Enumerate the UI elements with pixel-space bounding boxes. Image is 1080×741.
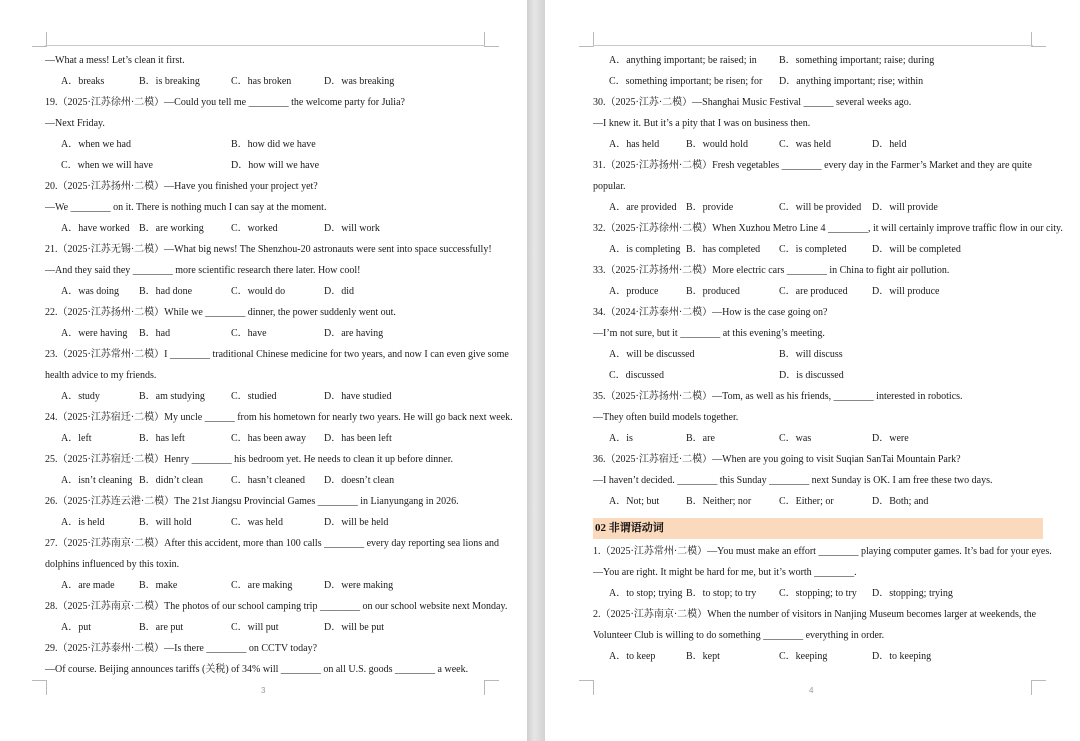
- question-text-line: —Of course. Beijing announces tariffs (关税) of 34% will ________ on all U.S. goods ________ a week.: [45, 664, 469, 675]
- question-text-line: 33.（2025·江苏扬州·二模）More electric cars ________ in China to fight air pollution.: [593, 265, 950, 276]
- question-text-line: 36.（2025·江苏宿迁·二模）—When are you going to visit Suqian SanTai Mountain Park?: [593, 454, 961, 465]
- crop-mark: [1031, 32, 1046, 47]
- answer-options-row: [593, 197, 1043, 218]
- answer-option: D．are having: [324, 328, 384, 339]
- question-text-line: 20.（2025·江苏扬州·二模）—Have you finished your project yet?: [45, 181, 318, 192]
- answer-options-row: [593, 71, 1043, 92]
- answer-option: A．Not; but: [609, 496, 660, 507]
- answer-options-row: [45, 617, 515, 638]
- answer-option: A．are provided: [609, 202, 677, 213]
- document-page-right: [545, 0, 1080, 741]
- answer-option: C．something important; be risen; for: [609, 76, 763, 87]
- answer-option: C．are making: [231, 580, 293, 591]
- question-text-line: Volunteer Club is willing to do something ________ everything in order.: [593, 630, 885, 641]
- crop-mark: [484, 32, 499, 47]
- answer-options-row: [593, 646, 1043, 667]
- answer-options-row: [45, 71, 515, 92]
- question-text-line: 32.（2025·江苏徐州·二模）When Xuzhou Metro Line 4 ________, it will certainly improve traffic flow in our city.: [593, 223, 1063, 234]
- answer-option: B．something important; raise; during: [779, 55, 935, 66]
- answer-options-row: [45, 428, 515, 449]
- answer-options-row: [45, 281, 515, 302]
- answer-options-row: [45, 470, 515, 491]
- question-text-line: 35.（2025·江苏扬州·二模）—Tom, as well as his friends, ________ interested in robotics.: [593, 391, 963, 402]
- page-content: [593, 50, 1063, 667]
- page-number: 3: [261, 686, 266, 695]
- answer-option: C．was held: [231, 517, 283, 528]
- question-text-line: 28.（2025·江苏南京·二模）The photos of our school camping trip ________ on our school website next Monday.: [45, 601, 508, 612]
- question-text-line: 2.（2025·江苏南京·二模）When the number of visitors in Nanjing Museum becomes larger at weekends, the: [593, 609, 1037, 620]
- header-rule: [593, 45, 1033, 46]
- answer-option: A．produce: [609, 286, 659, 297]
- answer-option: D．did: [324, 286, 354, 297]
- answer-option: B．make: [139, 580, 178, 591]
- question-text-line: 30.（2025·江苏·二模）—Shanghai Music Festival ______ several weeks ago.: [593, 97, 912, 108]
- answer-option: C．when we will have: [61, 160, 153, 171]
- answer-option: C．Either; or: [779, 496, 834, 507]
- question-text-line: health advice to my friends.: [45, 370, 157, 381]
- answer-option: A．to keep: [609, 651, 656, 662]
- answer-option: D．have studied: [324, 391, 392, 402]
- answer-option: D．will be completed: [872, 244, 961, 255]
- question-text-line: —And they said they ________ more scientific research there later. How cool!: [45, 265, 361, 276]
- answer-option: D．Both; and: [872, 496, 929, 507]
- answer-option: D．were: [872, 433, 909, 444]
- answer-option: B．had: [139, 328, 171, 339]
- crop-mark: [484, 680, 499, 695]
- answer-options-row: [593, 491, 1043, 512]
- answer-option: D．will provide: [872, 202, 938, 213]
- question-text-line: 24.（2025·江苏宿迁·二模）My uncle ______ from his hometown for nearly two years. He will go back next week.: [45, 412, 513, 423]
- answer-option: A．isn’t cleaning: [61, 475, 133, 486]
- answer-option: C．has broken: [231, 76, 292, 87]
- answer-option: C．have: [231, 328, 267, 339]
- answer-option: C．studied: [231, 391, 277, 402]
- answer-option: B．has left: [139, 433, 185, 444]
- question-text-line: —You are right. It might be hard for me, but it’s worth ________.: [593, 567, 857, 578]
- answer-options-row: [45, 512, 515, 533]
- answer-option: D．is discussed: [779, 370, 844, 381]
- answer-option: B．am studying: [139, 391, 205, 402]
- answer-option: B．are working: [139, 223, 204, 234]
- answer-option: A．has held: [609, 139, 660, 150]
- question-text-line: —They often build models together.: [593, 412, 739, 423]
- answer-option: C．was: [779, 433, 812, 444]
- answer-options-row: [593, 50, 1043, 71]
- answer-option: D．was breaking: [324, 76, 395, 87]
- answer-option: A．to stop; trying: [609, 588, 683, 599]
- answer-option: C．are produced: [779, 286, 848, 297]
- answer-option: A．left: [61, 433, 92, 444]
- answer-option: B．to stop; to try: [686, 588, 757, 599]
- answer-option: B．will hold: [139, 517, 192, 528]
- answer-option: D．will be put: [324, 622, 384, 633]
- crop-mark: [1031, 680, 1046, 695]
- page-content: [45, 50, 515, 680]
- answer-option: A．have worked: [61, 223, 130, 234]
- answer-option: B．Neither; nor: [686, 496, 752, 507]
- question-text-line: —What a mess! Let’s clean it first.: [45, 55, 185, 66]
- question-text-line: 21.（2025·江苏无锡·二模）—What big news! The Shenzhou-20 astronauts were sent into space successfully!: [45, 244, 492, 255]
- question-text-line: 29.（2025·江苏泰州·二模）—Is there ________ on CCTV today?: [45, 643, 318, 654]
- answer-option: B．are: [686, 433, 715, 444]
- question-text-line: 19.（2025·江苏徐州·二模）—Could you tell me ________ the welcome party for Julia?: [45, 97, 405, 108]
- question-text-line: 23.（2025·江苏常州·二模）I ________ traditional Chinese medicine for two years, and now I can even give some: [45, 349, 509, 360]
- answer-option: D．has been left: [324, 433, 392, 444]
- answer-option: D．to keeping: [872, 651, 932, 662]
- answer-option: A．when we had: [61, 139, 131, 150]
- answer-option: C．hasn’t cleaned: [231, 475, 305, 486]
- crop-mark: [579, 680, 594, 695]
- answer-options-row: [593, 583, 1043, 604]
- question-text-line: —Next Friday.: [45, 118, 105, 129]
- answer-option: B．will discuss: [779, 349, 843, 360]
- answer-option: A．is held: [61, 517, 105, 528]
- answer-option: C．keeping: [779, 651, 828, 662]
- answer-option: B．would hold: [686, 139, 748, 150]
- answer-option: A．study: [61, 391, 100, 402]
- answer-option: B．are put: [139, 622, 184, 633]
- answer-option: C．has been away: [231, 433, 306, 444]
- answer-option: B．had done: [139, 286, 193, 297]
- answer-option: A．is completing: [609, 244, 681, 255]
- answer-options-row: [593, 239, 1043, 260]
- answer-option: A．anything important; be raised; in: [609, 55, 757, 66]
- answer-option: D．will be held: [324, 517, 389, 528]
- answer-option: A．is: [609, 433, 633, 444]
- header-rule: [45, 45, 485, 46]
- answer-option: D．held: [872, 139, 907, 150]
- answer-options-row: [593, 344, 1043, 365]
- question-text-line: —We ________ on it. There is nothing much I can say at the moment.: [45, 202, 327, 213]
- question-text-line: —I haven’t decided. ________ this Sunday ________ next Sunday is OK. I am free these two days.: [593, 475, 993, 486]
- answer-option: D．will produce: [872, 286, 940, 297]
- question-text-line: 27.（2025·江苏南京·二模）After this accident, more than 100 calls ________ every day reporting sea lions and: [45, 538, 500, 549]
- answer-option: A．will be discussed: [609, 349, 695, 360]
- question-text-line: popular.: [593, 181, 626, 192]
- answer-option: C．was held: [779, 139, 831, 150]
- answer-option: D．will work: [324, 223, 380, 234]
- answer-option: C．will put: [231, 622, 279, 633]
- answer-option: A．are made: [61, 580, 115, 591]
- question-text-line: 25.（2025·江苏宿迁·二模）Henry ________ his bedroom yet. He needs to clean it up before dinner.: [45, 454, 453, 465]
- answer-option: C．will be provided: [779, 202, 862, 213]
- answer-option: A．were having: [61, 328, 128, 339]
- answer-options-row: [593, 365, 1043, 386]
- answer-option: C．is completed: [779, 244, 847, 255]
- answer-options-row: [45, 218, 515, 239]
- answer-option: C．would do: [231, 286, 286, 297]
- answer-option: B．provide: [686, 202, 734, 213]
- page-gutter: [527, 0, 545, 741]
- question-text-line: —I knew it. But it’s a pity that I was on business then.: [593, 118, 811, 129]
- question-text-line: dolphins influenced by this toxin.: [45, 559, 180, 570]
- answer-option: B．is breaking: [139, 76, 200, 87]
- answer-option: A．put: [61, 622, 91, 633]
- answer-options-row: [593, 428, 1043, 449]
- answer-option: B．has completed: [686, 244, 761, 255]
- page-number: 4: [809, 686, 814, 695]
- section-heading: 02 非谓语动词: [593, 518, 1043, 539]
- question-text-line: 31.（2025·江苏扬州·二模）Fresh vegetables ________ every day in the Farmer’s Market and they are quite: [593, 160, 1032, 171]
- answer-option: D．anything important; rise; within: [779, 76, 924, 87]
- answer-options-row: [593, 134, 1043, 155]
- answer-option: C．stopping; to try: [779, 588, 857, 599]
- question-text-line: —I’m not sure, but it ________ at this evening’s meeting.: [593, 328, 825, 339]
- document-page-left: [0, 0, 527, 741]
- answer-options-row: [45, 323, 515, 344]
- answer-options-row: [45, 155, 515, 176]
- answer-option: B．produced: [686, 286, 740, 297]
- question-text-line: 26.（2025·江苏连云港·二模）The 21st Jiangsu Provincial Games ________ in Lianyungang in 2026.: [45, 496, 459, 507]
- answer-options-row: [45, 386, 515, 407]
- question-text-line: 22.（2025·江苏扬州·二模）While we ________ dinner, the power suddenly went out.: [45, 307, 396, 318]
- question-text-line: 34.（2024·江苏泰州·二模）—How is the case going on?: [593, 307, 828, 318]
- answer-options-row: [45, 575, 515, 596]
- answer-options-row: [593, 281, 1043, 302]
- question-text-line: 1.（2025·江苏常州·二模）—You must make an effort ________ playing computer games. It’s bad for your eyes.: [593, 546, 1052, 557]
- answer-option: D．how will we have: [231, 160, 320, 171]
- answer-option: B．kept: [686, 651, 720, 662]
- crop-mark: [579, 32, 594, 47]
- answer-option: A．breaks: [61, 76, 105, 87]
- answer-option: C．discussed: [609, 370, 664, 381]
- answer-option: A．was doing: [61, 286, 120, 297]
- answer-option: B．didn’t clean: [139, 475, 203, 486]
- answer-option: D．stopping; trying: [872, 588, 953, 599]
- crop-mark: [32, 680, 47, 695]
- answer-option: B．how did we have: [231, 139, 316, 150]
- answer-options-row: [45, 134, 515, 155]
- answer-option: C．worked: [231, 223, 278, 234]
- answer-option: D．were making: [324, 580, 394, 591]
- answer-option: D．doesn’t clean: [324, 475, 395, 486]
